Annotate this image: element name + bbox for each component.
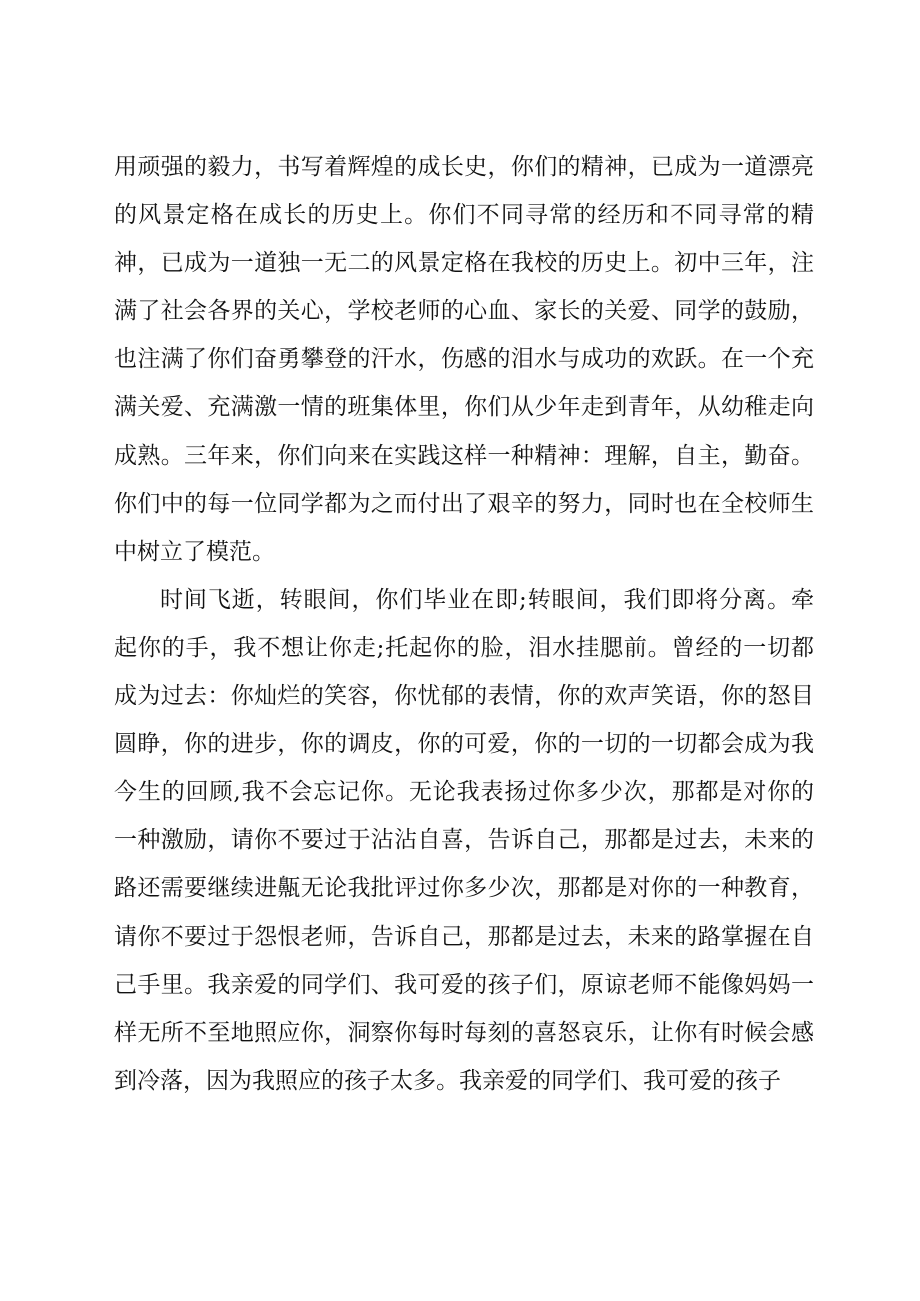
- text-line: 用顽强的毅力，书写着辉煌的成长史，你们的精神，已成为一道漂亮: [114, 154, 814, 180]
- text-line: 路还需要继续进齀无论我批评过你多少次，那都是对你的一种教育，: [114, 875, 814, 902]
- text-line: 今生的回顾,我不会忘记你。无论我表扬过你多少次，那都是对你的: [114, 779, 814, 806]
- text-line: 己手里。我亲爱的同学们、我可爱的孩子们，原谅老师不能像妈妈一: [114, 971, 814, 998]
- text-line: 样无所不至地照应你，洞察你每时每刻的喜怒哀乐，让你有时候会感: [114, 1019, 814, 1046]
- text-line: 圆睁，你的进步，你的调皮，你的可爱，你的一切的一切都会成为我: [114, 731, 814, 758]
- text-line: 你们中的每一位同学都为之而付出了艰辛的努力，同时也在全校师生: [114, 490, 814, 517]
- text-line: 的风景定格在成长的历史上。你们不同寻常的经历和不同寻常的精: [114, 202, 814, 229]
- paragraph-1: [114, 143, 814, 576]
- text-line: 也注满了你们奋勇攀登的汗水，伤感的泪水与成功的欢跃。在一个充: [114, 346, 814, 373]
- text-line: 到冷落，因为我照应的孩子太多。我亲爱的同学们、我可爱的孩子: [114, 1067, 781, 1094]
- text-line: 中树立了模范。: [114, 538, 275, 565]
- paragraph-2: [114, 576, 814, 1105]
- text-line: 满了社会各界的关心，学校老师的心血、家长的关爱、同学的鼓励，: [114, 298, 814, 325]
- text-line: 请你不要过于怨恨老师，告诉自己，那都是过去，未来的路掌握在自: [114, 923, 814, 950]
- text-line: 时间飞逝，转眼间，你们毕业在即;转眼间，我们即将分离。牵: [160, 586, 814, 613]
- text-line: 满关爱、充满激一情的班集体里，你们从少年走到青年，从幼稚走向: [114, 394, 814, 421]
- body-text: [114, 143, 814, 1105]
- text-line: 神，已成为一道独一无二的风景定格在我校的历史上。初中三年，注: [114, 250, 814, 277]
- text-line: 起你的手，我不想让你走;托起你的脸，泪水挂腮前。曾经的一切都: [114, 634, 814, 661]
- text-line: 一种激励，请你不要过于沾沾自喜，告诉自己，那都是过去，未来的: [114, 827, 814, 854]
- text-line: 成熟。三年来，你们向来在实践这样一种精神：理解，自主，勤奋。: [114, 442, 814, 469]
- text-line: 成为过去：你灿烂的笑容，你忧郁的表情，你的欢声笑语，你的怒目: [114, 683, 814, 710]
